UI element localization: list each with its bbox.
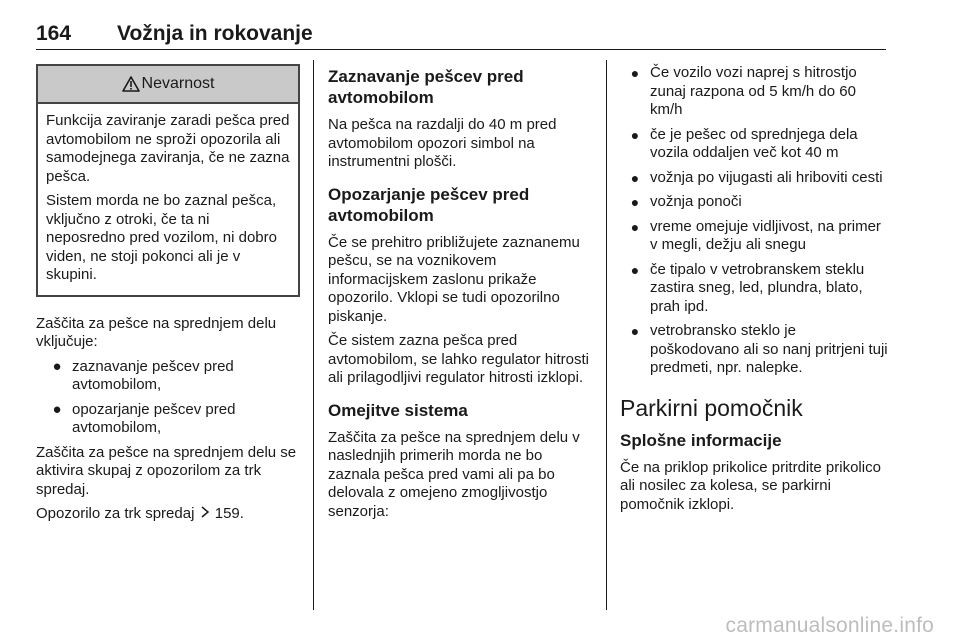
body-paragraph: Na pešca na razdalji do 40 m pred avtomobilom opozori simbol na instrumentni plošči. <box>328 116 557 170</box>
intro-text: Zaščita za pešce na sprednjem delu vključuje: <box>36 314 277 350</box>
body-paragraph: Zaščita za pešce na sprednjem delu v naslednjih primerih morda ne bo zaznala pešca pred vami ali pa bo delovala z omejeno zmogljivostjo senzorja: <box>328 428 580 520</box>
bullet-icon: ● <box>630 261 640 278</box>
warning-paragraph-2: Sistem morda ne bo zaznal pešca, vključno z otroki, če ta ni neposredno pred vozilom, ni dobro viden, ne stoji pokonci ali je v skupini. <box>46 192 277 283</box>
list-item <box>620 126 888 163</box>
cross-reference[interactable] <box>36 505 301 524</box>
cross-reference-text: Opozorilo za trk spredaj <box>36 505 195 522</box>
section-heading: Omejitve sistema <box>328 400 468 420</box>
cross-reference-page: 159. <box>214 505 244 522</box>
section-title: Parkirni pomočnik <box>620 394 803 421</box>
chapter-title: Vožnja in rokovanje <box>117 22 313 45</box>
column-2 <box>328 64 593 527</box>
bullet-icon: ● <box>630 218 640 235</box>
body-paragraph: Če se prehitro približujete zaznanemu pešcu, se na voznikovem informacijskem zaslonu prikaže opozorilo. Vklopi se tudi opozorilno piskanje. <box>328 233 580 325</box>
list-item <box>620 169 888 188</box>
page-reference-arrow-icon <box>201 505 209 524</box>
list-item <box>620 218 888 255</box>
warning-body <box>38 104 298 295</box>
bullet-icon: ● <box>52 357 62 375</box>
list-item-text: če je pešec od sprednjega dela vozila oddaljen več kot 40 m <box>650 125 858 161</box>
header-divider <box>36 49 886 50</box>
section-heading: Opozarjanje pešcev pred avtomobilom <box>328 184 530 225</box>
warning-title: Nevarnost <box>141 75 215 92</box>
column-divider-1 <box>313 60 314 610</box>
subsection-heading: Splošne informacije <box>620 430 782 450</box>
list-item-text: vetrobransko steklo je poškodovano ali so nanj pritrjeni tuji predmeti, npr. nalepke. <box>650 322 888 376</box>
list-item-text: če tipalo v vetrobranskem steklu zastira sneg, led, plundra, blato, prah ipd. <box>650 260 865 315</box>
list-item <box>620 193 888 212</box>
bullet-icon: ● <box>630 169 640 186</box>
list-item-text: Če vozilo vozi naprej s hitrostjo zunaj razpona od 5 km/h do 60 km/h <box>650 64 857 118</box>
list-item-text: vreme omejuje vidljivost, na primer v megli, dežju ali snegu <box>650 217 881 253</box>
bullet-icon: ● <box>630 126 640 143</box>
bullet-icon: ● <box>52 400 62 418</box>
bullet-icon: ● <box>630 194 640 210</box>
list-item <box>620 261 888 317</box>
body-paragraph: Če na priklop prikolice pritrdite prikolico ali nosilec za kolesa, se parkirni pomočnik izklopi. <box>620 458 881 513</box>
danger-warning-box <box>36 64 300 297</box>
column-divider-2 <box>606 60 607 610</box>
list-item <box>620 322 888 378</box>
page-header <box>36 22 886 50</box>
watermark: carmanualsonline.info <box>725 614 934 637</box>
list-item <box>36 358 301 395</box>
body-paragraph: Če sistem zazna pešca pred avtomobilom, se lahko regulator hitrosti ali prilagodljivi regulator hitrosti izklopi. <box>328 332 589 386</box>
list-item <box>620 64 888 120</box>
section-heading: Zaznavanje pešcev pred avtomobilom <box>328 67 524 107</box>
list-item <box>36 401 301 438</box>
column-1 <box>36 64 301 530</box>
list-item-text: zaznavanje pešcev pred avtomobilom, <box>72 357 234 393</box>
warning-header <box>38 66 298 104</box>
list-item-text: opozarjanje pešcev pred avtomobilom, <box>72 400 236 436</box>
list-item-text: vožnja po vijugasti ali hriboviti cesti <box>650 168 883 186</box>
column-3 <box>620 64 888 520</box>
list-item-text: vožnja ponoči <box>650 193 742 210</box>
body-paragraph: Zaščita za pešce na sprednjem delu se aktivira skupaj z opozorilom za trk spredaj. <box>36 443 297 498</box>
bullet-icon: ● <box>630 323 640 339</box>
warning-paragraph-1: Funkcija zaviranje zaradi pešca pred avtomobilom ne sproži opozorila ali samodejnega zaviranja, če ne zazna pešca. <box>46 112 290 185</box>
page-number: 164 <box>36 22 72 45</box>
warning-triangle-icon <box>122 76 140 92</box>
bullet-icon: ● <box>630 65 640 81</box>
